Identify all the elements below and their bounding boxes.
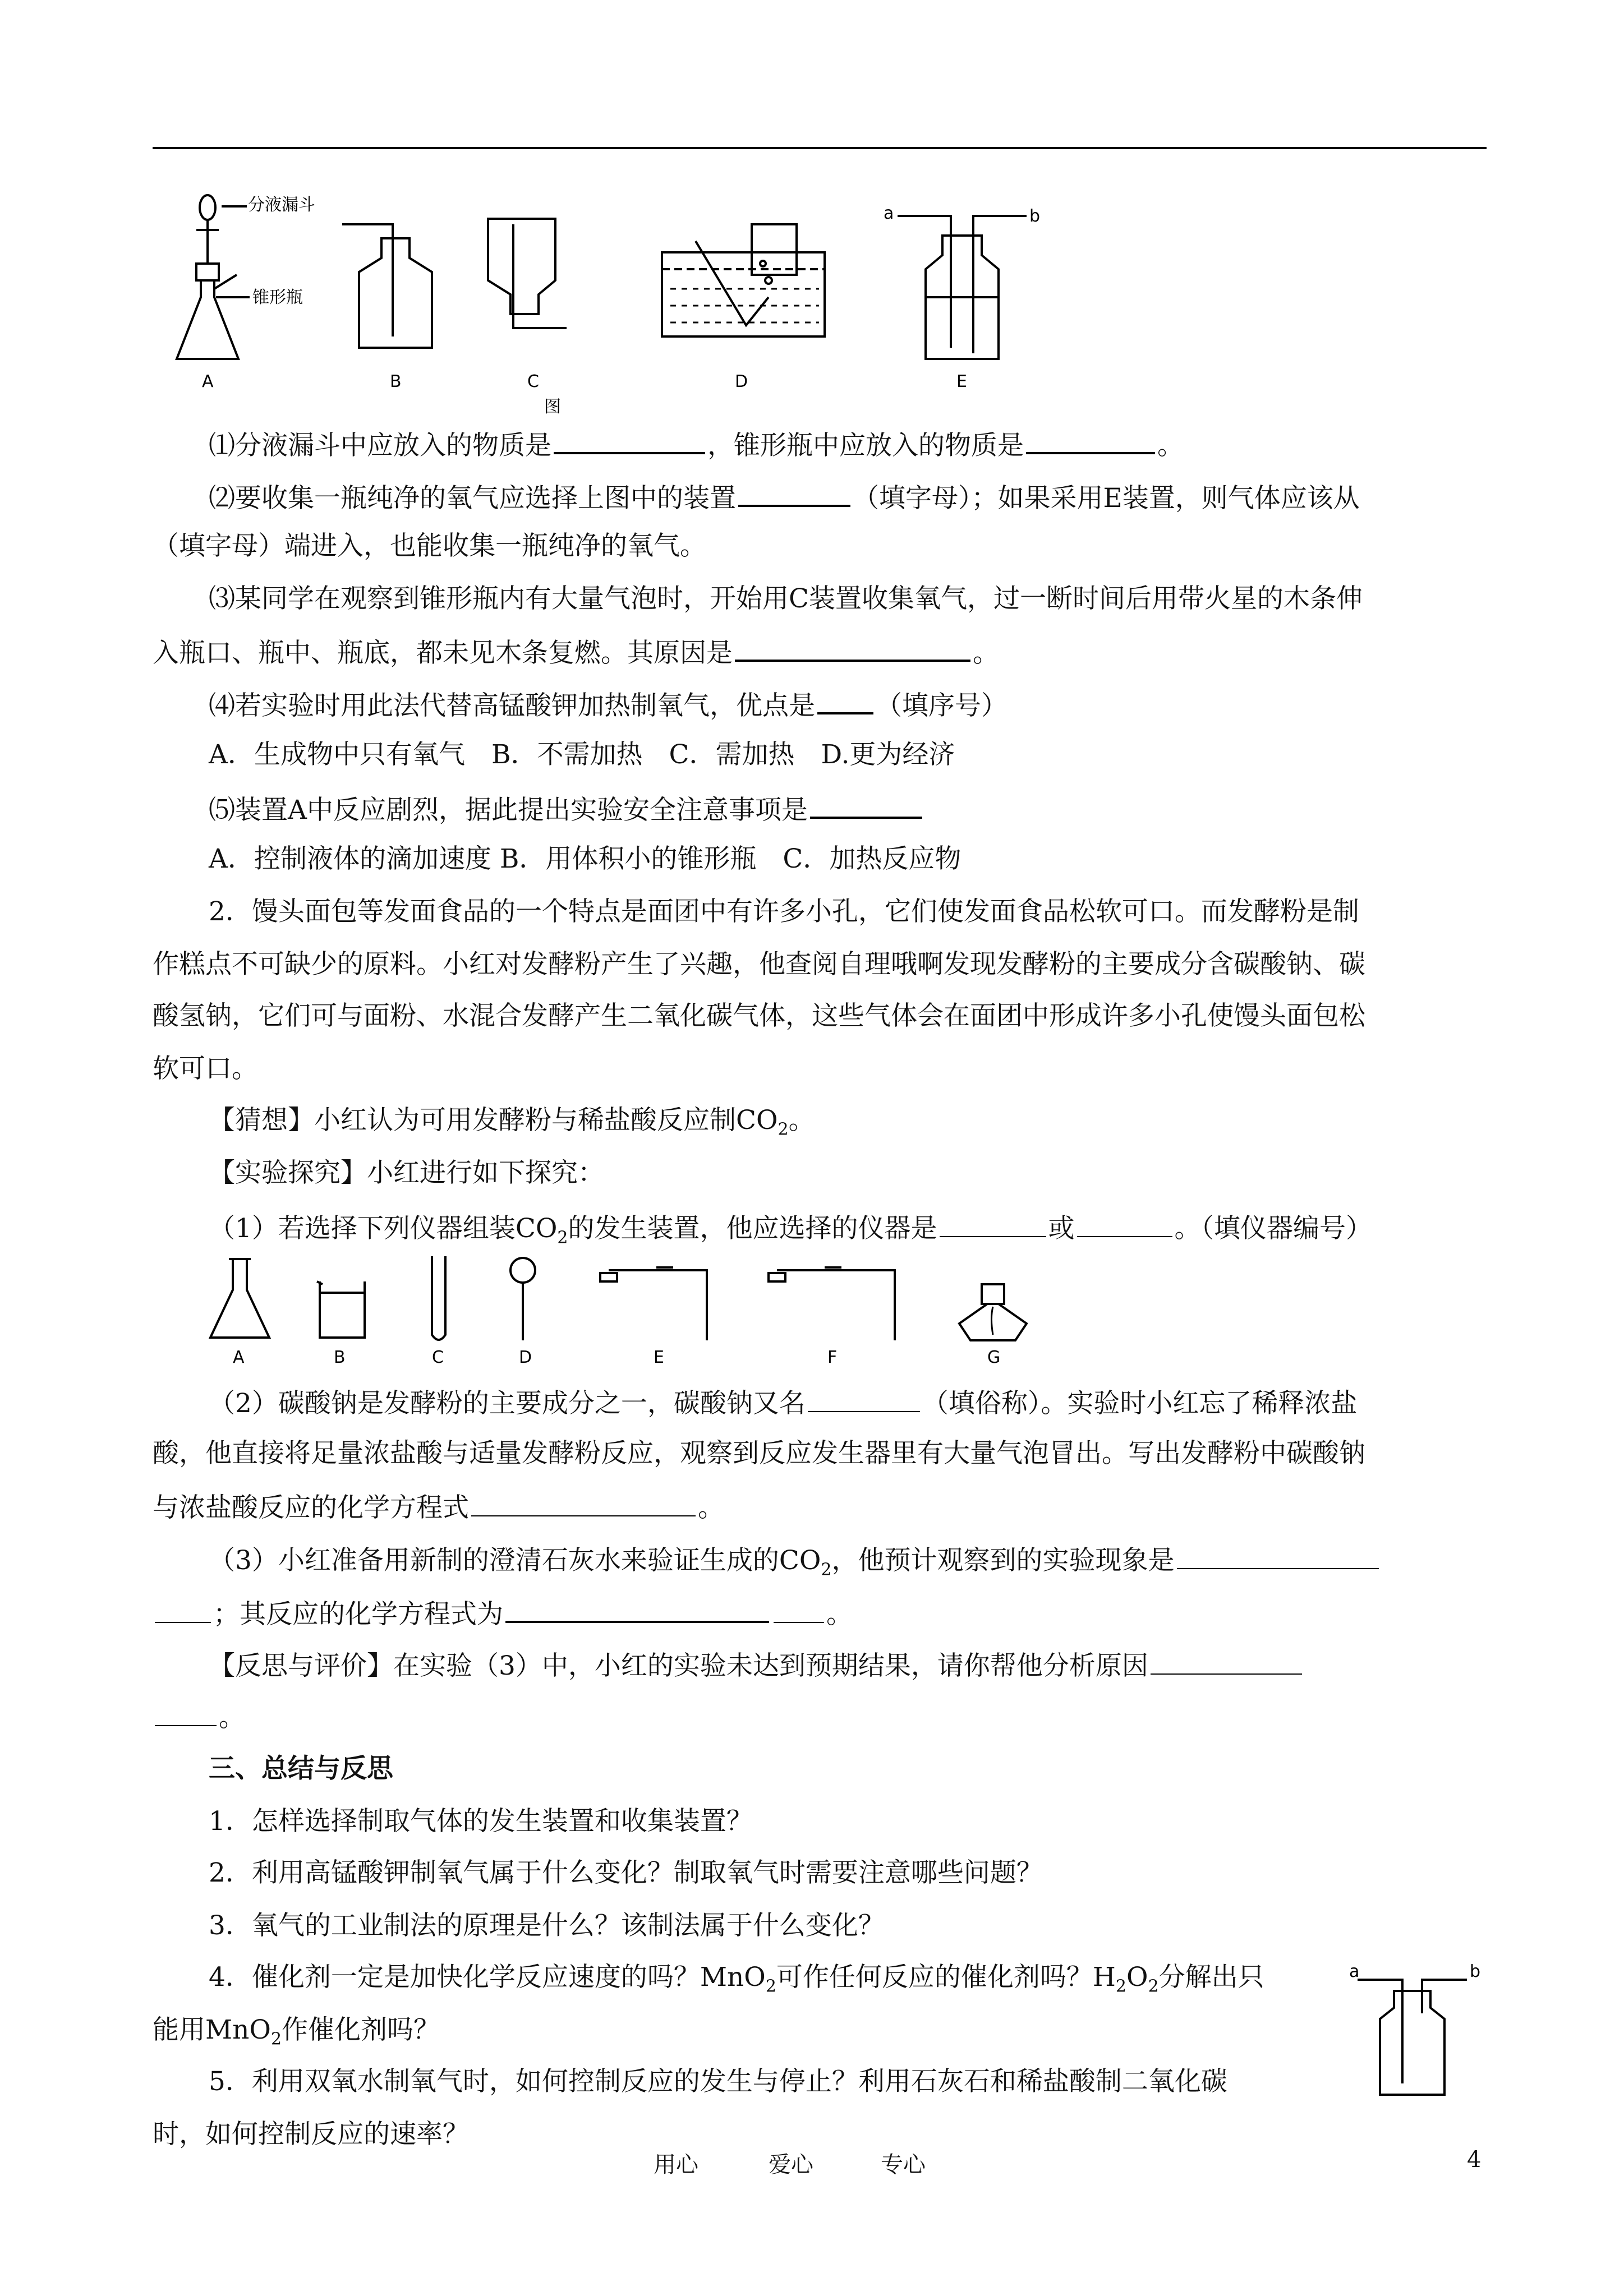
- instrument-g: [959, 1284, 1027, 1367]
- instrument-f: [769, 1267, 895, 1367]
- problem-2-line1: 2．馒头面包等发面食品的一个特点是面团中有许多小孔，它们使发面食品松软可口。而发酵粉是制: [209, 896, 1359, 927]
- port-a-label: a: [1349, 1962, 1360, 1981]
- section-3-heading: 三、总结与反思: [209, 1753, 393, 1784]
- experiment-3: （3）小红准备用新制的澄清石灰水来验证生成的$CO_2$，他预计观察到的实验现象是: [153, 1541, 1543, 1578]
- footer-text-3: 专心: [881, 2152, 926, 2178]
- summary-3: 3．氧气的工业制法的原理是什么？该制法属于什么变化？: [209, 1910, 885, 1941]
- problem-2-line3: 酸氢钠，它们可与面粉、水混合发酵产生二氧化碳气体，这些气体会在面团中形成许多小孔使馒头面包松: [153, 1001, 1365, 1031]
- answer-blank[interactable]: [940, 1209, 1046, 1237]
- question-4-options: A．生成物中只有氧气 B．不需加热 C．需加热 D.更为经济: [209, 739, 955, 770]
- answer-blank[interactable]: [1177, 1541, 1379, 1569]
- instrument-b: [317, 1281, 365, 1367]
- answer-blank[interactable]: [774, 1595, 824, 1623]
- summary-4-cont: 能用MnO$_2$作催化剂吗？: [153, 2014, 440, 2049]
- apparatus-d: [662, 224, 825, 391]
- question-1: ⑴分液漏斗中应放入的物质是 ，锥形瓶中应放入的物质是 。: [153, 425, 1543, 463]
- flask-label: 锥形瓶: [252, 288, 303, 307]
- problem-2-line2: 作糕点不可缺少的原料。小红对发酵粉产生了兴趣，他查阅自理哦啊发现发酵粉的主要成分含碳酸钠、碳: [153, 949, 1365, 980]
- experiment-heading: 【实验探究】小红进行如下探究：: [209, 1158, 604, 1188]
- instruments-figure: [208, 1251, 1083, 1380]
- question-2: ⑵要收集一瓶纯净的氧气应选择上图中的装置 （填字母）；如果采用E装置，则气体应该从: [153, 478, 1543, 515]
- header-rule: [153, 147, 1487, 149]
- summary-5: 5．利用双氧水制氧气时，如何控制反应的发生与停止？利用石灰石和稀盐酸制二氧化碳: [209, 2066, 1227, 2097]
- apparatus-figure: [174, 185, 1071, 415]
- answer-blank[interactable]: [554, 425, 705, 454]
- gas-bottle-figure: [1346, 1957, 1487, 2097]
- problem-2-line4: 软可口。: [153, 1053, 258, 1084]
- figure-caption: 图: [544, 397, 561, 415]
- label-b: B: [390, 372, 402, 391]
- reflection-cont: 。: [153, 1698, 1487, 1735]
- footer-text-1: 用心: [654, 2152, 698, 2178]
- answer-blank[interactable]: [155, 1698, 217, 1726]
- port-b-label: b: [1470, 1962, 1481, 1981]
- experiment-2: （2）碳酸钠是发酵粉的主要成分之一，碳酸钠又名 （填俗称）。实验时小红忘了稀释浓盐: [153, 1384, 1543, 1421]
- svg-text:E: E: [654, 1348, 664, 1367]
- question-5: ⑸装置A中反应剧烈，据此提出实验安全注意事项是: [153, 790, 1543, 827]
- summary-1: 1．怎样选择制取气体的发生装置和收集装置？: [209, 1806, 753, 1837]
- label-e: E: [956, 372, 967, 391]
- label-c: C: [527, 372, 539, 391]
- experiment-2-cont: 酸，他直接将足量浓盐酸与适量发酵粉反应，观察到反应发生器里有大量气泡冒出。写出发酵粉中碳酸钠: [153, 1438, 1365, 1469]
- apparatus-e: [884, 204, 1040, 391]
- instrument-c: [432, 1256, 445, 1367]
- hypothesis: 【猜想】小红认为可用发酵粉与稀盐酸反应制$CO_2$。: [209, 1105, 815, 1140]
- page-number: 4: [1467, 2147, 1482, 2173]
- summary-2: 2．利用高锰酸钾制氧气属于什么变化？制取氧气时需要注意哪些问题？: [209, 1857, 1043, 1888]
- answer-blank[interactable]: [810, 790, 922, 819]
- answer-blank[interactable]: [1077, 1209, 1172, 1237]
- instrument-a: [210, 1259, 269, 1367]
- answer-blank[interactable]: [738, 478, 850, 507]
- answer-blank[interactable]: [1151, 1647, 1302, 1675]
- reflection: 【反思与评价】在实验（3）中，小红的实验未达到预期结果，请你帮他分析原因: [153, 1647, 1543, 1683]
- answer-blank[interactable]: [155, 1595, 211, 1623]
- label-a: A: [202, 372, 214, 391]
- experiment-2-cont2: 与浓盐酸反应的化学方程式 。: [153, 1488, 1487, 1525]
- svg-text:D: D: [519, 1348, 532, 1367]
- answer-blank[interactable]: [471, 1488, 696, 1516]
- question-5-options: A．控制液体的滴加速度 B．用体积小的锥形瓶 C．加热反应物: [209, 843, 961, 874]
- svg-text:G: G: [987, 1348, 1001, 1367]
- funnel-label: 分液漏斗: [248, 195, 315, 215]
- answer-blank[interactable]: [808, 1384, 920, 1412]
- apparatus-a: [177, 195, 315, 391]
- footer-text-2: 爱心: [769, 2152, 813, 2178]
- port-a-label: a: [884, 204, 894, 223]
- svg-text:F: F: [827, 1348, 838, 1367]
- port-b-label: b: [1029, 206, 1041, 226]
- question-4: ⑷若实验时用此法代替高锰酸钾加热制氧气，优点是 （填序号）: [153, 685, 1543, 723]
- summary-4: 4．催化剂一定是加快化学反应速度的吗？MnO$_2$可作任何反应的催化剂吗？$H_2O_2$分解出只: [209, 1962, 1264, 1997]
- answer-blank[interactable]: [817, 685, 873, 714]
- summary-5-cont: 时，如何控制反应的速率？: [153, 2119, 469, 2150]
- experiment-3-cont: ；其反应的化学方程式为 。: [153, 1594, 1487, 1631]
- question-3: ⑶某同学在观察到锥形瓶内有大量气泡时，开始用C装置收集氧气，过一断时间后用带火星的木条伸: [209, 583, 1363, 614]
- answer-blank[interactable]: [1026, 425, 1155, 454]
- apparatus-b: [342, 224, 432, 391]
- question-3-cont: 入瓶口、瓶中、瓶底，都未见木条复燃。其原因是 。: [153, 633, 1487, 670]
- instrument-e: [600, 1267, 707, 1367]
- experiment-1: （1）若选择下列仪器组装$CO_2$的发生装置，他应选择的仪器是 或 。（填仪器编号）: [153, 1209, 1543, 1246]
- apparatus-c: [488, 219, 567, 391]
- answer-blank[interactable]: [505, 1594, 769, 1623]
- svg-text:A: A: [233, 1348, 245, 1367]
- svg-text:B: B: [334, 1348, 346, 1367]
- label-d: D: [735, 372, 748, 391]
- instrument-d: [510, 1258, 535, 1367]
- answer-blank[interactable]: [735, 633, 970, 662]
- question-2-cont: （填字母）端进入，也能收集一瓶纯净的氧气。: [153, 531, 706, 561]
- svg-text:C: C: [432, 1348, 444, 1367]
